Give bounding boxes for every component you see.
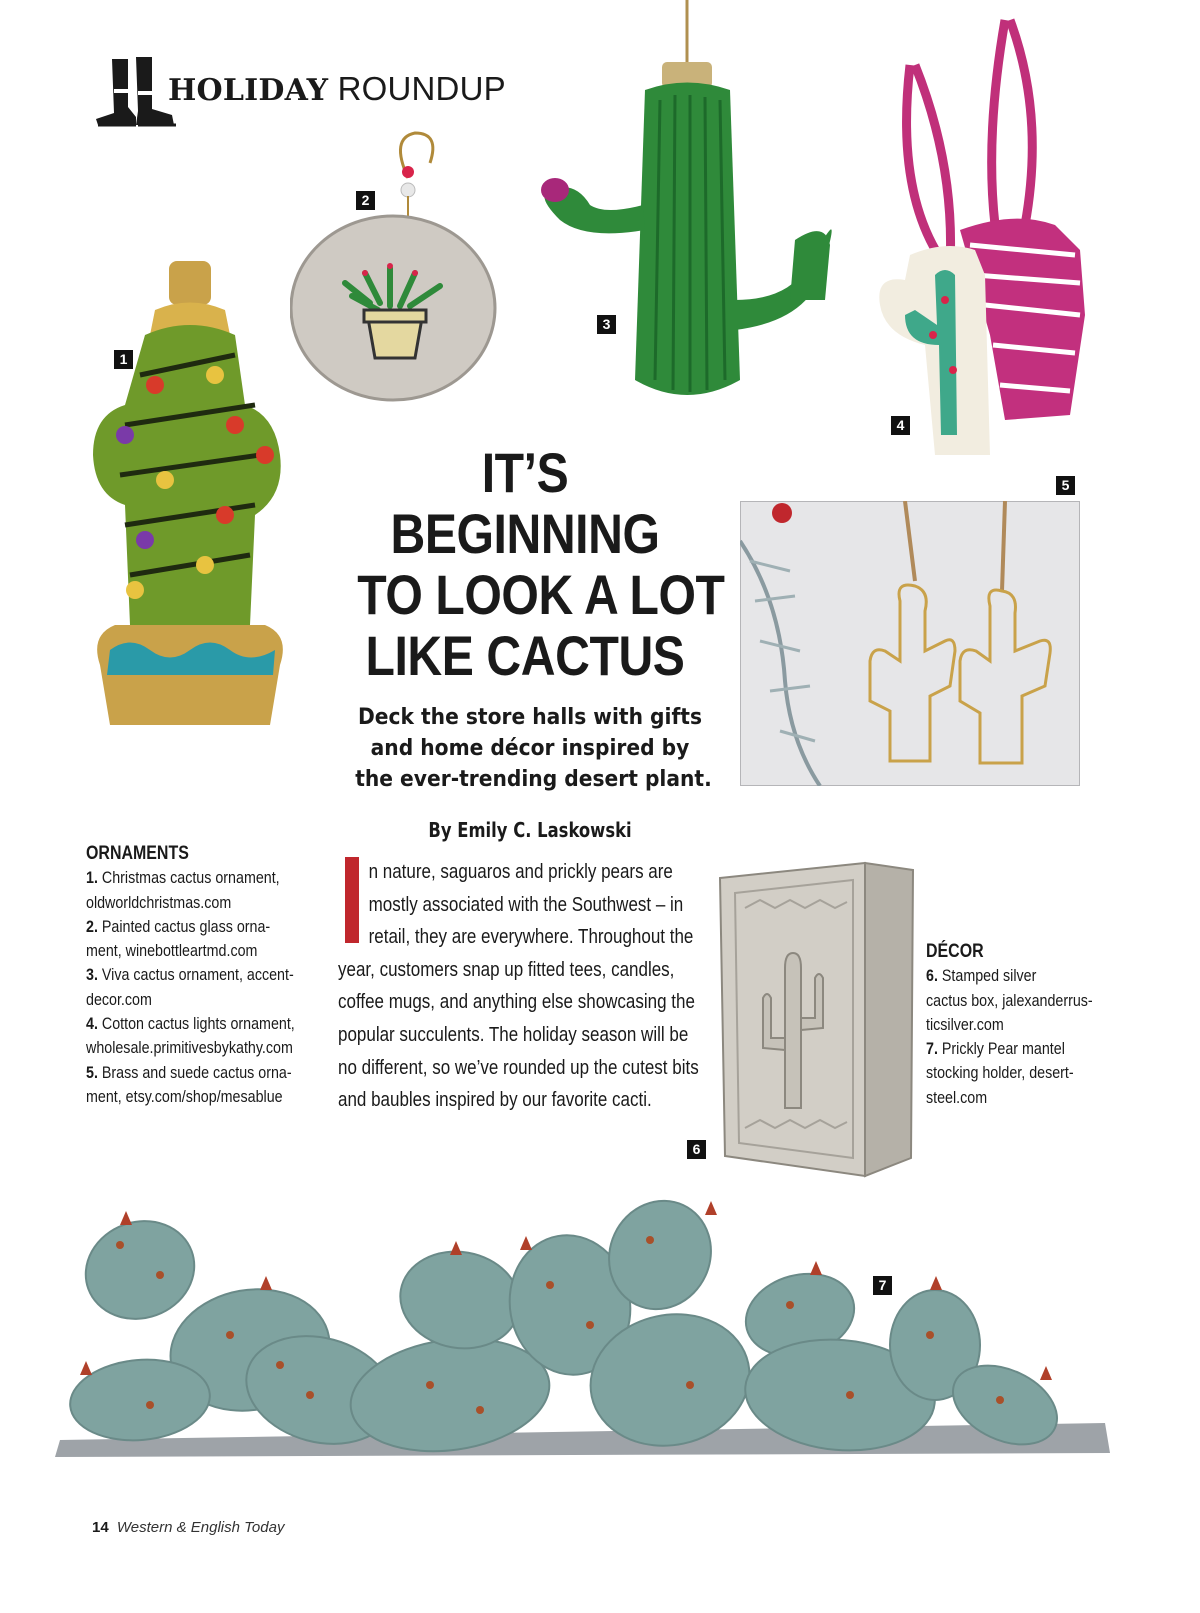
decor-line [926, 1061, 1094, 1085]
viva-cactus-ornament-image [525, 0, 840, 405]
item-text: Cotton cactus lights ornament, [97, 1014, 295, 1034]
item-number: 7. [926, 1039, 938, 1059]
item-tag-4: 4 [891, 416, 910, 435]
ornament-line [86, 1036, 293, 1060]
item-text: decor.com [86, 989, 152, 1009]
ornament-line [86, 915, 288, 939]
item-tag-2: 2 [356, 191, 375, 210]
painted-cactus-glass-ornament-image [290, 128, 500, 428]
headline [357, 441, 725, 687]
deck-line-1: Deck the store halls with gifts [357, 705, 703, 730]
item-text: Stamped silver [937, 966, 1037, 986]
item-number: 6. [926, 966, 938, 986]
ornament-line [86, 891, 288, 915]
headline-line-4: LIKE CACTUS [365, 624, 685, 687]
ornament-line [86, 939, 288, 963]
item-text: wholesale.primitivesbykathy.com [86, 1038, 293, 1058]
body-line: popular succulents. The holiday season will be [338, 1023, 689, 1046]
ornament-line [86, 963, 294, 987]
body-line: mostly associated with the Southwest – in [368, 893, 684, 916]
body-line: no different, so we’ve rounded up the cutest bits [338, 1056, 699, 1079]
item-tag-3: 3 [597, 315, 616, 334]
headline-line-2: BEGINNING [390, 502, 660, 565]
item-tag-6: 6 [687, 1140, 706, 1159]
item-number: 3. [86, 965, 98, 985]
item-tag-1: 1 [114, 350, 133, 369]
item-text: steel.com [926, 1087, 988, 1107]
item-number: 2. [86, 916, 98, 936]
section-title-bold: HOLIDAY [168, 73, 329, 108]
deck-line-2: and home décor inspired by [370, 736, 690, 761]
decor-line [926, 964, 1094, 988]
page-number: 14 [92, 1519, 109, 1536]
ornaments-heading: ORNAMENTS [86, 843, 189, 864]
cotton-cactus-lights-ornament-image [875, 15, 1095, 460]
christmas-cactus-ornament-image [85, 255, 295, 740]
magazine-name: Western & English Today [116, 1519, 285, 1536]
decor-sidebar [926, 940, 1126, 1110]
deck-line-3: the ever-trending desert plant. [355, 767, 712, 792]
item-text: Viva cactus ornament, accent- [97, 965, 294, 985]
item-tag-5: 5 [1056, 476, 1075, 495]
prickly-pear-stocking-holder-image [50, 1195, 1130, 1470]
decor-line [926, 1013, 1094, 1037]
item-number: 4. [86, 1014, 98, 1034]
deck [355, 702, 712, 795]
item-text: ment, winebottleartmd.com [86, 941, 258, 961]
item-text: ment, etsy.com/shop/mesablue [86, 1086, 283, 1106]
section-title [168, 70, 506, 108]
ornament-line [86, 988, 288, 1012]
ornament-line [86, 1085, 288, 1109]
body-line: and baubles inspired by our favorite cacti. [338, 1089, 652, 1112]
ornament-line [86, 1012, 295, 1036]
item-text: Painted cactus glass orna- [97, 916, 271, 936]
item-text: cactus box, jalexanderrus- [926, 990, 1093, 1010]
item-tag-7: 7 [873, 1276, 892, 1295]
decor-line [926, 1086, 1094, 1110]
brass-suede-cactus-ornament-image [740, 501, 1080, 786]
ornament-line [86, 866, 288, 890]
item-text: stocking holder, desert- [926, 1063, 1074, 1083]
item-number: 1. [86, 868, 98, 888]
section-title-light: ROUNDUP [337, 70, 506, 107]
body-line: n nature, saguaros and prickly pears are [368, 861, 673, 883]
item-number: 5. [86, 1062, 98, 1082]
ornaments-sidebar [86, 842, 326, 1109]
body-line: coffee mugs, and anything else showcasing the [338, 991, 695, 1014]
headline-line-1: IT’S [481, 441, 569, 504]
page-footer [92, 1519, 284, 1536]
item-text: Prickly Pear mantel [937, 1039, 1065, 1059]
item-text: Brass and suede cactus orna- [97, 1062, 292, 1082]
body-line: retail, they are everywhere. Throughout the [368, 926, 694, 949]
body-line: year, customers snap up fitted tees, candles, [338, 958, 675, 981]
stamped-silver-cactus-box-image [715, 858, 920, 1178]
decor-line [926, 989, 1094, 1013]
item-text: Christmas cactus ornament, [97, 868, 280, 888]
decor-line [926, 1037, 1094, 1061]
headline-line-3: TO LOOK A LOT [357, 563, 725, 626]
byline: By Emily C. Laskowski [428, 818, 632, 842]
item-text: oldworldchristmas.com [86, 892, 232, 912]
article-body [338, 856, 718, 1117]
ornament-line [86, 1061, 292, 1085]
item-text: ticsilver.com [926, 1014, 1004, 1034]
decor-heading: DÉCOR [926, 941, 984, 962]
